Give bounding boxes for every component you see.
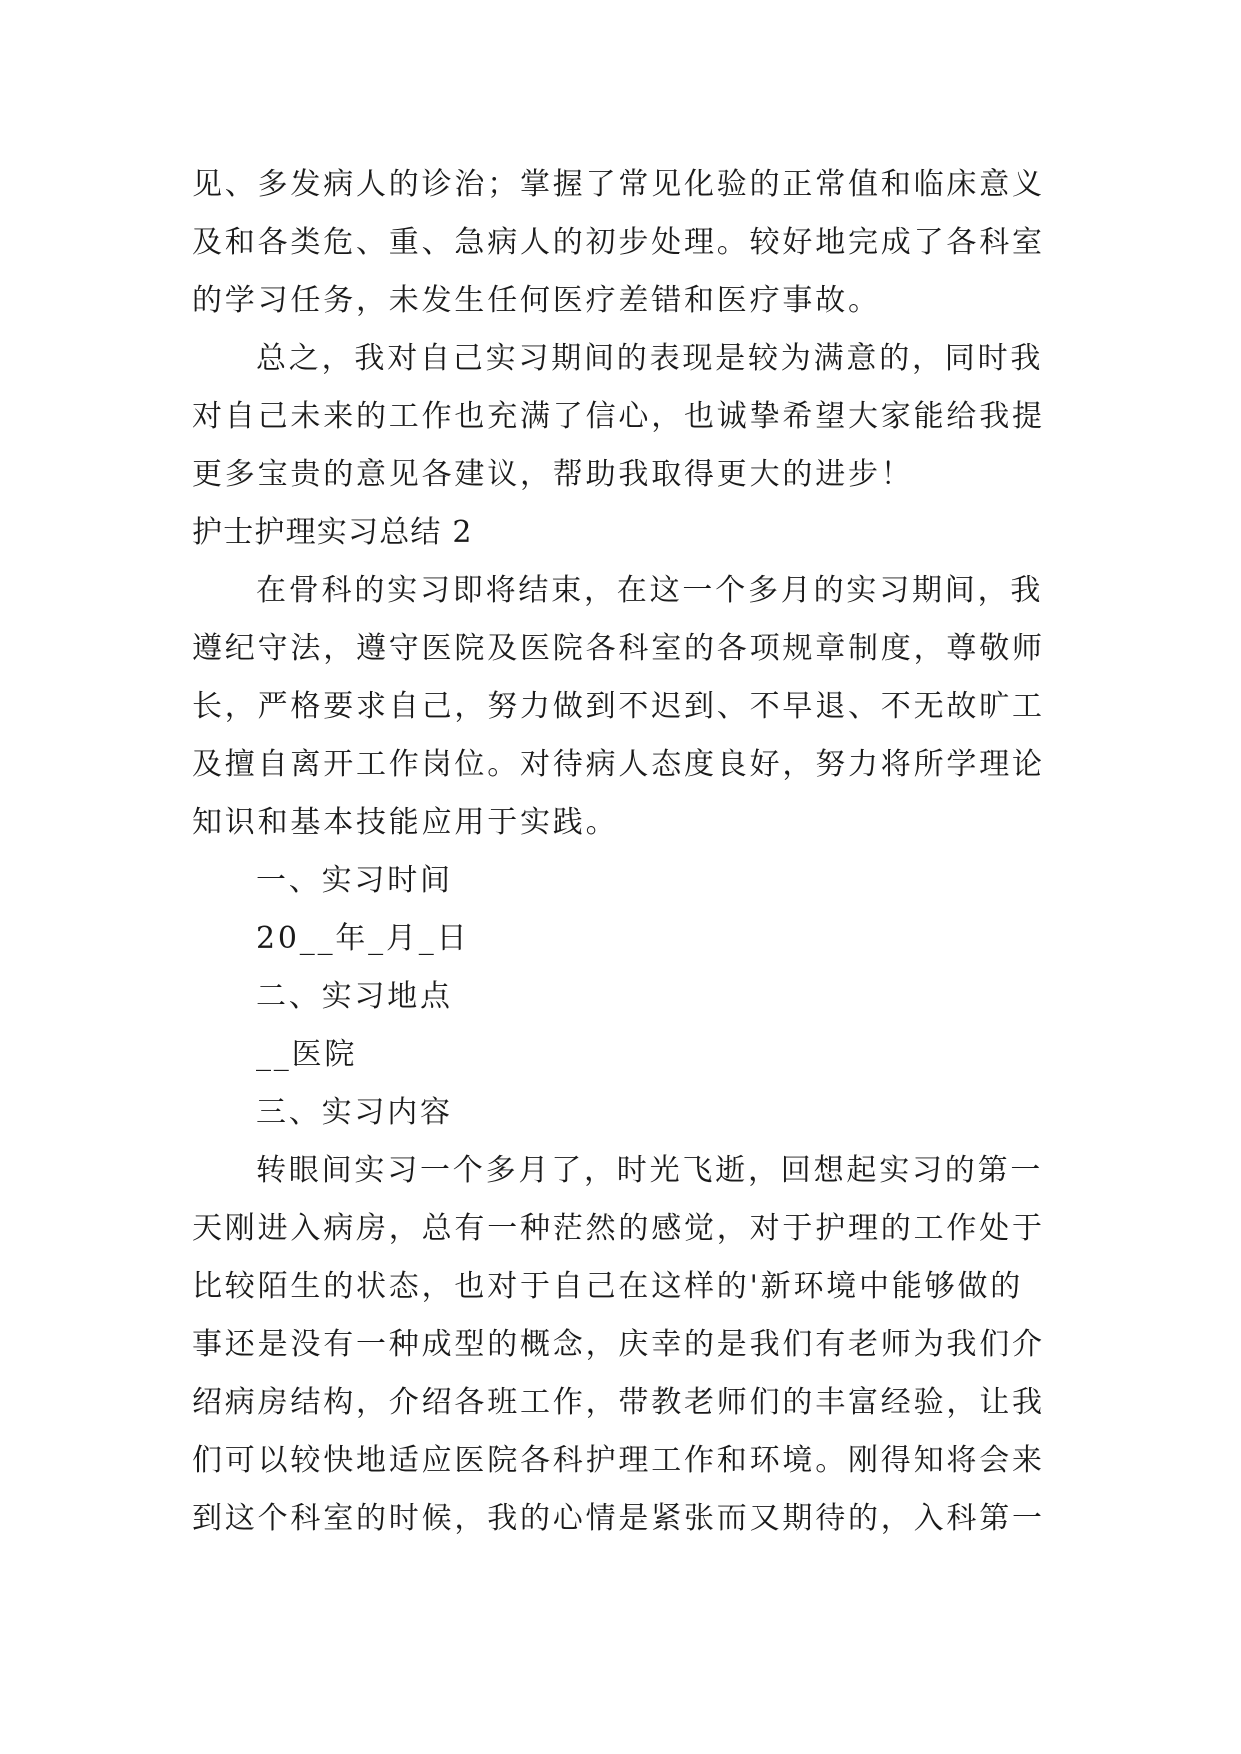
text-line: 对自己未来的工作也充满了信心，也诚挚希望大家能给我提 (192, 399, 1045, 434)
text-line: 事还是没有一种成型的概念，庆幸的是我们有老师为我们介 (192, 1327, 1045, 1362)
text-line: 天刚进入病房，总有一种茫然的感觉，对于护理的工作处于 (192, 1211, 1045, 1246)
text-line: 长，严格要求自己，努力做到不迟到、不早退、不无故旷工 (192, 689, 1045, 724)
paragraph-first-line: 总之，我对自己实习期间的表现是较为满意的，同时我 (256, 341, 1044, 376)
text-line: 及和各类危、重、急病人的初步处理。较好地完成了各科室 (192, 225, 1045, 260)
text-line: 更多宝贵的意见各建议，帮助我取得更大的进步！ (192, 457, 914, 492)
paragraph-first-line: 在骨科的实习即将结束，在这一个多月的实习期间，我 (256, 573, 1044, 608)
text-line: 到这个科室的时候，我的心情是紧张而又期待的，入科第一 (192, 1501, 1045, 1536)
text-line: 见、多发病人的诊治；掌握了常见化验的正常值和临床意义 (192, 167, 1045, 202)
text-line: 知识和基本技能应用于实践。 (192, 805, 619, 840)
text-line: 遵纪守法，遵守医院及医院各科室的各项规章制度，尊敬师 (192, 631, 1045, 666)
paragraph-first-line: 转眼间实习一个多月了，时光飞逝，回想起实习的第一 (256, 1153, 1044, 1188)
text-line: 们可以较快地适应医院各科护理工作和环境。刚得知将会来 (192, 1443, 1045, 1478)
text-line: 比较陌生的状态，也对于自己在这样的'新环境中能够做的 (192, 1269, 1024, 1304)
subheading-internship-content: 三、实习内容 (256, 1095, 453, 1130)
subheading-internship-time: 一、实习时间 (256, 863, 453, 898)
subheading-internship-location: 二、实习地点 (256, 979, 453, 1014)
internship-date: 20__年_月_日 (256, 921, 470, 956)
text-line: 的学习任务，未发生任何医疗差错和医疗事故。 (192, 283, 881, 318)
text-line: 及擅自离开工作岗位。对待病人态度良好，努力将所学理论 (192, 747, 1045, 782)
text-line: 绍病房结构，介绍各班工作，带教老师们的丰富经验，让我 (192, 1385, 1045, 1420)
section-title: 护士护理实习总结 2 (192, 515, 473, 550)
internship-hospital: __医院 (256, 1037, 358, 1072)
